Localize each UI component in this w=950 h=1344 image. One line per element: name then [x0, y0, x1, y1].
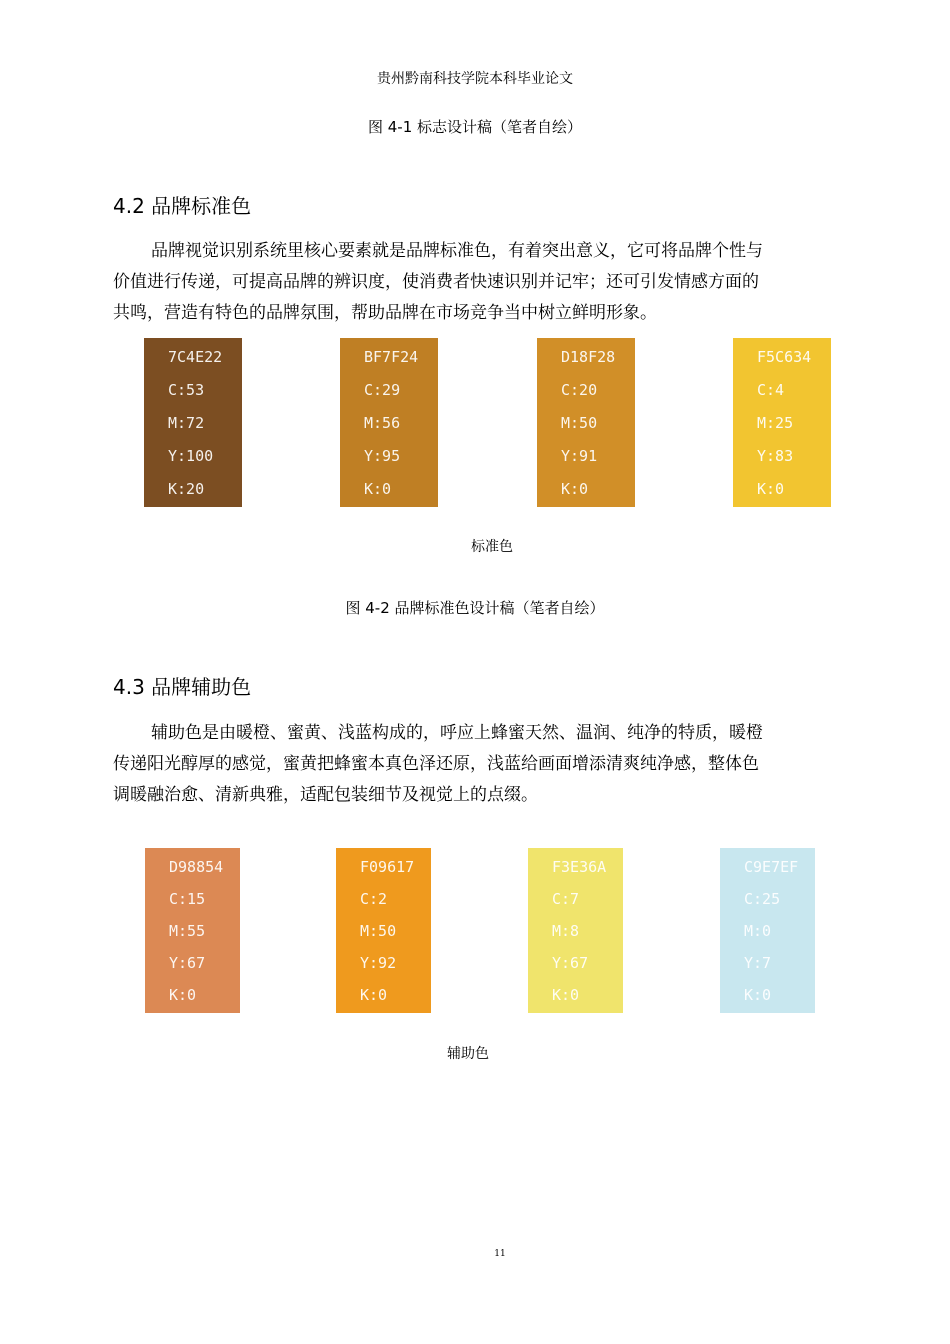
running-header: 贵州黔南科技学院本科毕业论文: [377, 71, 573, 87]
swatch-hex: C9E7EF: [744, 858, 799, 876]
paragraph-line: 传递阳光醇厚的感觉，蜜黄把蜂蜜本真色泽还原，浅蓝给画面增添清爽纯净感，整体色: [113, 754, 759, 774]
swatch-c: C:29: [364, 381, 401, 399]
standard-color-label: 标准色: [471, 539, 513, 555]
swatch-y: Y:92: [360, 954, 397, 972]
swatch-k: K:0: [364, 480, 392, 498]
figure-4-2-caption: 图 4-2 品牌标准色设计稿（笔者自绘）: [345, 599, 605, 617]
swatch-k: K:0: [744, 986, 772, 1004]
page-number: 11: [494, 1249, 506, 1259]
swatch-y: Y:67: [552, 954, 589, 972]
swatch-c: C:15: [169, 890, 206, 908]
swatch-m: M:50: [561, 414, 598, 432]
swatch-y: Y:83: [757, 447, 794, 465]
swatch-d18f28: [537, 338, 635, 507]
swatch-m: M:25: [757, 414, 794, 432]
swatch-7c4e22: [144, 338, 242, 507]
paragraph-line: 品牌视觉识别系统里核心要素就是品牌标准色，有着突出意义，它可将品牌个性与: [151, 241, 763, 261]
swatch-k: K:0: [561, 480, 589, 498]
swatch-m: M:0: [744, 922, 772, 940]
swatch-m: M:72: [168, 414, 205, 432]
paragraph-line: 辅助色是由暖橙、蜜黄、浅蓝构成的，呼应上蜂蜜天然、温润、纯净的特质，暖橙: [151, 723, 763, 743]
section-4-3-paragraph: [113, 718, 843, 811]
section-4-2-paragraph: [113, 236, 843, 329]
paragraph-line: 价值进行传递，可提高品牌的辨识度，使消费者快速识别并记牢；还可引发情感方面的: [113, 272, 759, 292]
swatch-c9e7ef: [720, 848, 815, 1013]
swatch-f5c634: [733, 338, 831, 507]
swatch-c: C:20: [561, 381, 598, 399]
figure-4-1-caption: 图 4-1 标志设计稿（笔者自绘）: [367, 118, 583, 136]
swatch-hex: BF7F24: [364, 348, 419, 366]
swatch-c: C:53: [168, 381, 205, 399]
swatch-y: Y:100: [168, 447, 214, 465]
swatch-hex: D18F28: [561, 348, 616, 366]
swatch-m: M:55: [169, 922, 206, 940]
swatch-k: K:0: [169, 986, 197, 1004]
swatch-m: M:56: [364, 414, 401, 432]
swatch-m: M:50: [360, 922, 397, 940]
swatch-k: K:0: [360, 986, 388, 1004]
swatch-hex: F5C634: [757, 348, 812, 366]
auxiliary-color-label: 辅助色: [447, 1046, 489, 1062]
swatch-y: Y:7: [744, 954, 772, 972]
swatch-hex: F3E36A: [552, 858, 607, 876]
swatch-bf7f24: [340, 338, 438, 507]
swatch-hex: 7C4E22: [168, 348, 223, 366]
swatch-k: K:20: [168, 480, 205, 498]
swatch-hex: F09617: [360, 858, 415, 876]
section-4-2-heading: 4.2 品牌标准色: [113, 194, 252, 218]
swatch-c: C:2: [360, 890, 388, 908]
swatch-k: K:0: [552, 986, 580, 1004]
swatch-hex: D98854: [169, 858, 224, 876]
swatch-k: K:0: [757, 480, 785, 498]
swatch-f3e36a: [528, 848, 623, 1013]
section-4-3-heading: 4.3 品牌辅助色: [113, 675, 252, 699]
swatch-c: C:7: [552, 890, 580, 908]
swatch-c: C:4: [757, 381, 785, 399]
paragraph-line: 共鸣，营造有特色的品牌氛围，帮助品牌在市场竞争当中树立鲜明形象。: [113, 303, 657, 323]
swatch-y: Y:67: [169, 954, 206, 972]
swatch-d98854: [145, 848, 240, 1013]
swatch-y: Y:91: [561, 447, 598, 465]
swatch-y: Y:95: [364, 447, 401, 465]
swatch-m: M:8: [552, 922, 580, 940]
paragraph-line: 调暖融治愈、清新典雅，适配包装细节及视觉上的点缀。: [113, 785, 538, 805]
swatch-c: C:25: [744, 890, 781, 908]
swatch-f09617: [336, 848, 431, 1013]
